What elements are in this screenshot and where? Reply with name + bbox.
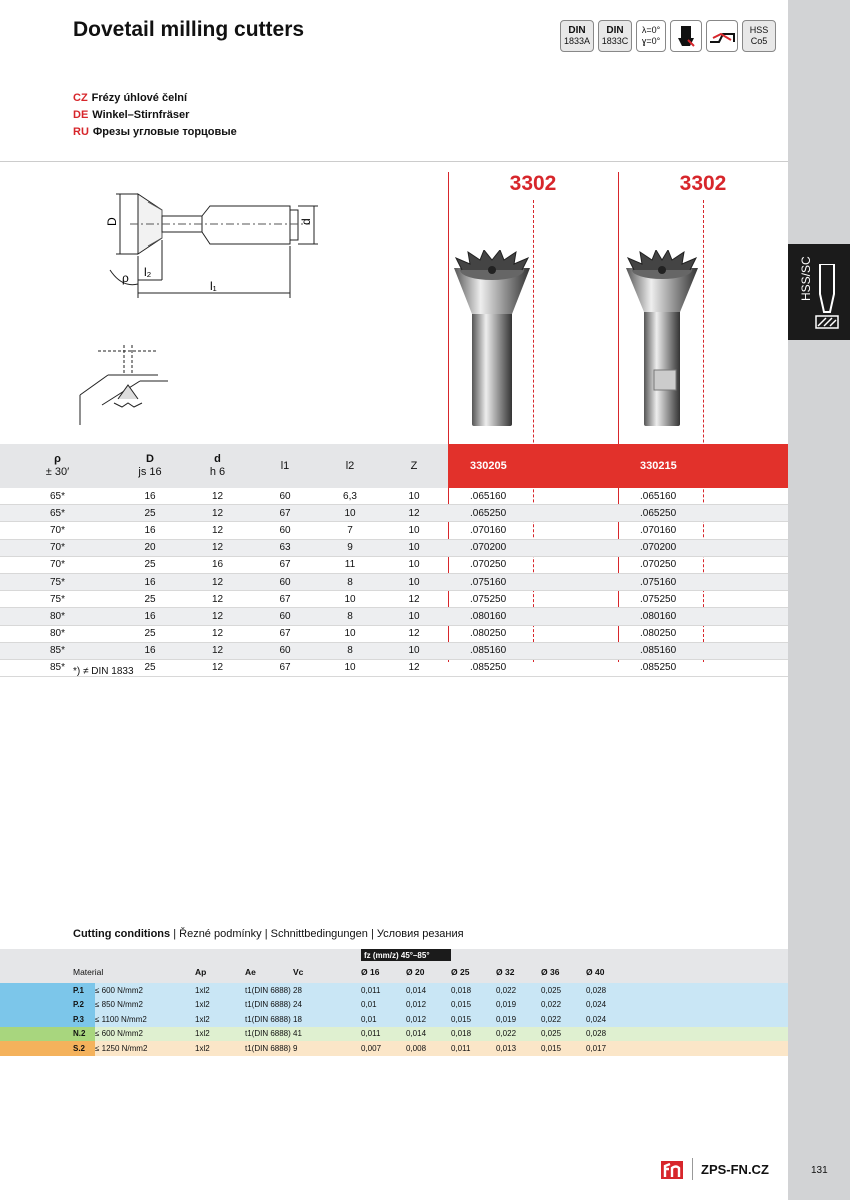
cutting-row — [0, 1027, 788, 1042]
cell-fz: 0,014 — [406, 1029, 427, 1039]
angle-badge — [636, 20, 666, 52]
dim-l2: l₂ — [144, 265, 152, 279]
cell-vc: 41 — [293, 1029, 302, 1039]
cell-article-330205: .075160 — [448, 573, 618, 590]
table-header — [0, 444, 788, 488]
table-row — [0, 556, 788, 573]
logo-divider — [692, 1158, 693, 1180]
product-code-1: 3302 — [509, 172, 557, 195]
cell-fz: 0,011 — [361, 985, 381, 995]
cell-d: 12 — [185, 522, 250, 539]
cell-article-330215: .080160 — [618, 608, 788, 625]
cell-strength: ≤ 850 N/mm2 — [95, 1000, 143, 1010]
cell-article-330215: .070200 — [618, 539, 788, 556]
cell-l2: 11 — [320, 556, 380, 573]
cell-l2: 10 — [320, 659, 380, 676]
cell-l2: 8 — [320, 642, 380, 659]
din-1833c-badge — [598, 20, 632, 52]
cell-z: 10 — [380, 522, 448, 539]
cutting-conditions-title — [73, 928, 464, 940]
table-row — [0, 625, 788, 642]
cell-d: 12 — [185, 505, 250, 522]
right-sidebar — [788, 0, 850, 1200]
cell-l1: 63 — [250, 539, 320, 556]
col-l2 — [320, 444, 380, 488]
cell-l1: 60 — [250, 522, 320, 539]
cell-z: 10 — [380, 556, 448, 573]
cell-ap: 1xl2 — [195, 1014, 210, 1024]
cell-l2: 7 — [320, 522, 380, 539]
product-image-330215 — [622, 250, 702, 430]
cell-d: 12 — [185, 625, 250, 642]
cell-article-330205: .070160 — [448, 522, 618, 539]
cell-ae: t1(DIN 6888) — [245, 985, 291, 995]
col-vc: Vc — [293, 961, 361, 983]
cell-d: 12 — [185, 659, 250, 676]
col-d25: Ø 25 — [451, 961, 496, 983]
fz-label: fz (mm/z) 45°–85° — [361, 949, 451, 961]
cell-article-330215: .085250 — [618, 659, 788, 676]
cell-fz: 0,007 — [361, 1043, 382, 1053]
cell-z: 12 — [380, 505, 448, 522]
dim-d-small: d — [299, 218, 313, 225]
lang-text: Фрезы угловые торцовые — [92, 126, 237, 138]
cutting-header-row — [0, 961, 788, 983]
badge-bottom: 1833C — [601, 36, 629, 46]
col-title: ρ — [54, 453, 61, 465]
cell-D: 25 — [115, 591, 185, 608]
badge-bottom: 1833A — [563, 36, 591, 46]
hss-sc-tab[interactable] — [788, 244, 850, 340]
dim-d-large: D — [105, 217, 119, 226]
cell-fz: 0,011 — [361, 1029, 381, 1039]
table-row — [0, 522, 788, 539]
cell-z: 10 — [380, 642, 448, 659]
col-material: Material — [0, 961, 195, 983]
cell-l2: 10 — [320, 505, 380, 522]
col-empty — [631, 961, 788, 983]
lang-text: Winkel–Stirnfräser — [92, 109, 190, 121]
dim-rho: ρ — [122, 271, 129, 285]
din-1833a-badge — [560, 20, 594, 52]
table-row — [0, 591, 788, 608]
cell-vc: 18 — [293, 1014, 302, 1024]
fz-header-row — [0, 949, 788, 961]
cell-fz: 0,022 — [541, 1000, 562, 1010]
cell-fz: 0,017 — [586, 1043, 607, 1053]
cell-D: 16 — [115, 608, 185, 625]
cell-rho: 75* — [0, 573, 115, 590]
col-d16: Ø 16 — [361, 961, 406, 983]
cell-z: 10 — [380, 539, 448, 556]
cell-article-330215: .075160 — [618, 573, 788, 590]
cell-empty — [631, 983, 788, 998]
cell-article-330205: .080160 — [448, 608, 618, 625]
cell-fz: 0,022 — [541, 1014, 562, 1024]
cell-ap: 1xl2 — [195, 1000, 210, 1010]
cell-D: 25 — [115, 505, 185, 522]
table-row — [0, 573, 788, 590]
col-ap: Ap — [195, 961, 245, 983]
product-code-2: 3302 — [679, 172, 727, 195]
cell-article-330205: .065160 — [448, 488, 618, 505]
cell-fz: 0,013 — [496, 1043, 517, 1053]
cell-article-330215: .070160 — [618, 522, 788, 539]
cell-rho: 70* — [0, 522, 115, 539]
cell-vc: 28 — [293, 985, 302, 995]
lang-code: CZ — [73, 92, 88, 104]
col-d36: Ø 36 — [541, 961, 586, 983]
cell-rho: 65* — [0, 505, 115, 522]
cell-l1: 60 — [250, 608, 320, 625]
cell-empty — [631, 1041, 788, 1056]
cell-rho: 80* — [0, 625, 115, 642]
cell-fz: 0,025 — [541, 985, 562, 995]
page-number: 131 — [811, 1165, 828, 1176]
cell-D: 16 — [115, 573, 185, 590]
col-tolerance: h 6 — [209, 466, 226, 478]
cell-d: 12 — [185, 539, 250, 556]
cell-l1: 67 — [250, 556, 320, 573]
cell-fz: 0,025 — [541, 1029, 562, 1039]
cell-fz: 0,015 — [451, 1000, 472, 1010]
technical-drawing — [70, 180, 330, 300]
side-tab-label: HSS/SC — [799, 256, 813, 301]
lang-ru — [73, 126, 237, 138]
cell-fz: 0,015 — [541, 1043, 562, 1053]
cell-rho: 70* — [0, 539, 115, 556]
cell-article-330205: .075250 — [448, 591, 618, 608]
cell-group: N.2 — [0, 1027, 95, 1042]
cell-l2: 6,3 — [320, 488, 380, 505]
cell-l1: 60 — [250, 488, 320, 505]
cell-strength: ≤ 1100 N/mm2 — [95, 1014, 147, 1024]
cell-z: 10 — [380, 608, 448, 625]
cell-article-330215: .065160 — [618, 488, 788, 505]
badge-top: DIN — [568, 25, 586, 36]
cell-l2: 10 — [320, 591, 380, 608]
cell-rho: 75* — [0, 591, 115, 608]
cell-vc: 9 — [293, 1043, 298, 1053]
cell-l1: 67 — [250, 625, 320, 642]
lang-de — [73, 109, 189, 121]
cell-z: 12 — [380, 659, 448, 676]
cell-D: 25 — [115, 625, 185, 642]
fz-spacer-right — [451, 949, 788, 961]
spec-badges — [560, 20, 776, 52]
cell-z: 12 — [380, 591, 448, 608]
cell-article-330205: .085250 — [448, 659, 618, 676]
cell-l2: 8 — [320, 573, 380, 590]
cutting-row — [0, 1012, 788, 1027]
cell-D: 25 — [115, 556, 185, 573]
cell-fz: 0,008 — [406, 1043, 427, 1053]
col-title: l1 — [280, 459, 290, 472]
col-title: l2 — [345, 459, 355, 472]
cell-ap: 1xl2 — [195, 1029, 210, 1039]
hss-co5-badge — [742, 20, 776, 52]
cell-group: P.2 — [0, 998, 95, 1013]
cell-article-330215: .075250 — [618, 591, 788, 608]
fn-logo-icon — [660, 1157, 684, 1181]
cutting-conditions-table — [0, 949, 788, 1056]
col-d — [185, 444, 250, 488]
cell-l1: 67 — [250, 659, 320, 676]
badge-bottom: ɣ=0° — [641, 36, 661, 46]
col-d40: Ø 40 — [586, 961, 631, 983]
cell-fz: 0,028 — [586, 985, 607, 995]
cell-empty — [631, 998, 788, 1013]
cutter-type-icon — [670, 20, 702, 52]
cell-group: S.2 — [0, 1041, 95, 1056]
col-d20: Ø 20 — [406, 961, 451, 983]
cell-fz: 0,01 — [361, 1014, 377, 1024]
cell-fz: 0,015 — [451, 1014, 472, 1024]
cell-strength: ≤ 600 N/mm2 — [95, 985, 143, 995]
cell-d: 12 — [185, 591, 250, 608]
badge-top: DIN — [606, 25, 624, 36]
cell-l1: 60 — [250, 573, 320, 590]
badge-top: HSS — [749, 25, 769, 35]
table-row — [0, 539, 788, 556]
dim-l1: l₁ — [210, 279, 217, 293]
cutting-row — [0, 1041, 788, 1056]
cell-article-330205: .065250 — [448, 505, 618, 522]
badge-bottom: Co5 — [750, 36, 768, 46]
usage-drawing — [78, 345, 178, 425]
cell-empty — [631, 1027, 788, 1042]
cell-group: P.3 — [0, 1012, 95, 1027]
cell-fz: 0,028 — [586, 1029, 607, 1039]
lang-code: RU — [73, 126, 89, 138]
cell-article-330205: .070250 — [448, 556, 618, 573]
dovetail-profile-icon — [706, 20, 738, 52]
cell-z: 12 — [380, 625, 448, 642]
brand-url[interactable]: ZPS-FN.CZ — [701, 1161, 769, 1177]
cell-l2: 9 — [320, 539, 380, 556]
cell-strength: ≤ 1250 N/mm2 — [95, 1043, 148, 1053]
cell-d: 12 — [185, 488, 250, 505]
cell-ae: t1(DIN 6888) — [245, 1029, 291, 1039]
cell-l1: 67 — [250, 505, 320, 522]
cell-D: 20 — [115, 539, 185, 556]
cell-article-330215: .065250 — [618, 505, 788, 522]
cutting-row — [0, 998, 788, 1013]
cell-d: 16 — [185, 556, 250, 573]
cell-rho: 85* — [0, 642, 115, 659]
cell-rho: 85* — [0, 659, 115, 676]
fz-spacer — [0, 949, 361, 961]
lang-cz — [73, 92, 187, 104]
cell-ae: t1(DIN 6888) — [245, 1043, 291, 1053]
cell-fz: 0,018 — [451, 1029, 472, 1039]
lang-text: Frézy úhlové čelní — [91, 92, 188, 104]
cell-article-330205: .085160 — [448, 642, 618, 659]
cell-l2: 10 — [320, 625, 380, 642]
cell-article-330205: .080250 — [448, 625, 618, 642]
table-row — [0, 488, 788, 505]
lang-code: DE — [73, 109, 89, 121]
cell-article-330215: .080250 — [618, 625, 788, 642]
cell-vc: 24 — [293, 1000, 302, 1010]
cell-l1: 60 — [250, 642, 320, 659]
cell-ae: t1(DIN 6888) — [245, 1000, 291, 1010]
cell-d: 12 — [185, 573, 250, 590]
col-D — [115, 444, 185, 488]
cell-fz: 0,019 — [496, 1000, 517, 1010]
cell-article-330215: .070250 — [618, 556, 788, 573]
cell-fz: 0,018 — [451, 985, 472, 995]
cell-ap: 1xl2 — [195, 1043, 210, 1053]
page-title: Dovetail milling cutters — [73, 18, 305, 41]
cell-fz: 0,011 — [451, 1043, 471, 1053]
col-title: d — [214, 453, 221, 465]
cell-D: 16 — [115, 488, 185, 505]
badge-top: λ=0° — [641, 25, 661, 35]
cell-fz: 0,01 — [361, 1000, 377, 1010]
col-d32: Ø 32 — [496, 961, 541, 983]
cell-fz: 0,012 — [406, 1000, 427, 1010]
cell-fz: 0,022 — [496, 985, 517, 995]
end-mill-icon — [812, 264, 842, 334]
col-article-330205: 330205 — [448, 444, 618, 488]
cell-fz: 0,024 — [586, 1000, 607, 1010]
cell-article-330205: .070200 — [448, 539, 618, 556]
cell-fz: 0,014 — [406, 985, 427, 995]
cell-rho: 65* — [0, 488, 115, 505]
cutting-row — [0, 983, 788, 998]
cell-rho: 70* — [0, 556, 115, 573]
cell-article-330215: .085160 — [618, 642, 788, 659]
cell-ap: 1xl2 — [195, 985, 210, 995]
cell-empty — [631, 1012, 788, 1027]
cell-d: 12 — [185, 608, 250, 625]
cell-D: 16 — [115, 642, 185, 659]
cell-l1: 67 — [250, 591, 320, 608]
cell-fz: 0,024 — [586, 1014, 607, 1024]
cell-fz: 0,019 — [496, 1014, 517, 1024]
cell-strength: ≤ 600 N/mm2 — [95, 1029, 143, 1039]
col-z — [380, 444, 448, 488]
col-rho — [0, 444, 115, 488]
product-image-330205 — [452, 250, 532, 430]
col-title: D — [146, 453, 154, 465]
col-title: Z — [410, 459, 418, 472]
cell-D: 25 — [115, 659, 185, 676]
cell-z: 10 — [380, 573, 448, 590]
cell-d: 12 — [185, 642, 250, 659]
col-tolerance: js 16 — [138, 466, 162, 478]
cutting-title-en: Cutting conditions — [73, 928, 171, 940]
cell-D: 16 — [115, 522, 185, 539]
col-ae: Ae — [245, 961, 293, 983]
cell-ae: t1(DIN 6888) — [245, 1014, 291, 1024]
table-row — [0, 642, 788, 659]
col-tolerance: ± 30′ — [45, 466, 70, 478]
dimensions-table — [0, 444, 788, 677]
cell-z: 10 — [380, 488, 448, 505]
table-row — [0, 505, 788, 522]
col-article-330215: 330215 — [618, 444, 788, 488]
col-l1 — [250, 444, 320, 488]
cell-fz: 0,012 — [406, 1014, 427, 1024]
brand-logo — [660, 1157, 769, 1181]
cell-l2: 8 — [320, 608, 380, 625]
footnote: *) ≠ DIN 1833 — [73, 666, 134, 677]
cutting-title-translations: | Řezné podmínky | Schnittbedingungen | Условия резания — [170, 928, 464, 940]
header-divider — [0, 161, 788, 162]
cell-group: P.1 — [0, 983, 95, 998]
cell-rho: 80* — [0, 608, 115, 625]
table-row — [0, 608, 788, 625]
cell-fz: 0,022 — [496, 1029, 517, 1039]
